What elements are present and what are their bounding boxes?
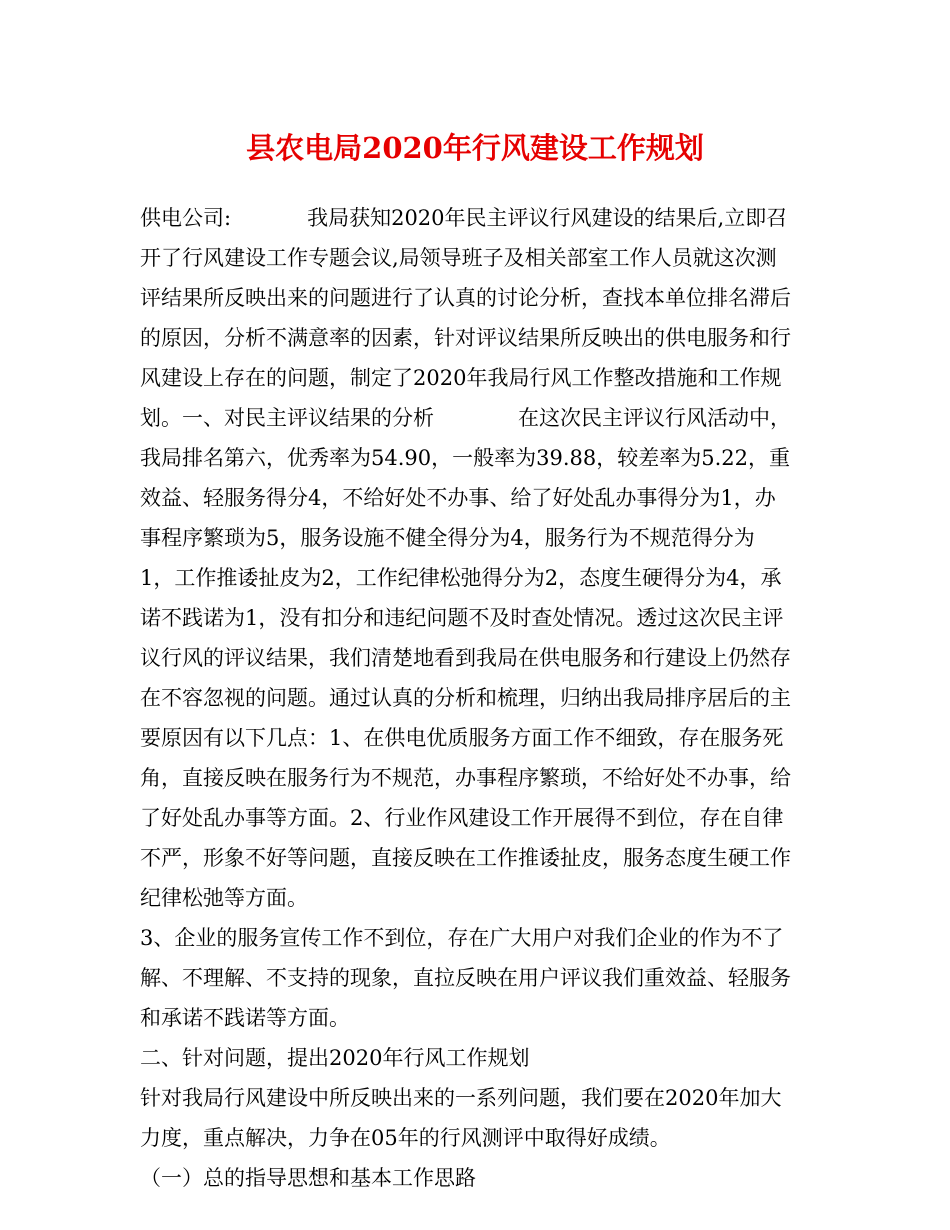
subsection-heading: （一）总的指导思想和基本工作思路 [140, 1166, 476, 1190]
text-line: 评结果所反映出来的问题进行了认真的讨论分析，查找本单位排名滞后 [140, 286, 791, 310]
text-line: 不严，形象不好等问题，直接反映在工作推诿扯皮，服务态度生硬工作 [140, 846, 791, 870]
text-line: 事程序繁琐为5，服务设施不健全得分为4，服务行为不规范得分为 [140, 526, 755, 550]
text-segment: 我局获知2020年民主评议行风建设的结果后,立即召 [307, 206, 788, 230]
section-heading-2: 二、针对问题，提出2020年行风工作规划 [140, 1046, 530, 1070]
text-line: 解、不理解、不支持的现象，直拉反映在用户评议我们重效益、轻服务 [140, 966, 791, 990]
text-line: 议行风的评议结果，我们清楚地看到我局在供电服务和行建设上仍然存 [140, 646, 791, 670]
text-line: 风建设上存在的问题，制定了2020年我局行风工作整改措施和工作规 [140, 366, 782, 390]
document-body [140, 198, 820, 1198]
addressee: 供电公司: [140, 206, 232, 230]
text-line: 要原因有以下几点：1、在供电优质服务方面工作不细致，存在服务死 [140, 726, 784, 750]
text-line: 我局排名第六，优秀率为54.90，一般率为39.88，较差率为5.22，重 [140, 446, 790, 470]
text-line: 开了行风建设工作专题会议,局领导班子及相关部室工作人员就这次测 [140, 246, 777, 270]
text-line: 在不容忽视的问题。通过认真的分析和梳理，归纳出我局排序居后的主 [140, 686, 791, 710]
text-line: 的原因，分析不满意率的因素，针对评议结果所反映出的供电服务和行 [140, 326, 791, 350]
text-line: 力度，重点解决，力争在05年的行风测评中取得好成绩。 [140, 1126, 671, 1150]
text-line: 角，直接反映在服务行为不规范，办事程序繁琐，不给好处不办事，给 [140, 766, 791, 790]
text-line: 效益、轻服务得分4，不给好处不办事、给了好处乱办事得分为1，办 [140, 486, 776, 510]
text-line: 诺不践诺为1，没有扣分和违纪问题不及时查处情况。透过这次民主评 [140, 606, 784, 630]
text-line: 纪律松弛等方面。 [140, 886, 308, 910]
text-line: 3、企业的服务宣传工作不到位，存在广大用户对我们企业的作为不了 [140, 926, 784, 950]
text-line: 和承诺不践诺等方面。 [140, 1006, 350, 1030]
section-heading-1: 划。一、对民主评议结果的分析 [140, 406, 434, 430]
text-line: 了好处乱办事等方面。2、行业作风建设工作开展得不到位，存在自律 [140, 806, 784, 830]
text-line: 1，工作推诿扯皮为2，工作纪律松弛得分为2，态度生硬得分为4，承 [140, 566, 782, 590]
document-title: 县农电局2020年行风建设工作规划 [246, 131, 704, 165]
text-line [140, 198, 820, 238]
text-line: 针对我局行风建设中所反映出来的一系列问题，我们要在2020年加大 [140, 1086, 782, 1110]
text-segment: 在这次民主评议行风活动中， [518, 406, 791, 430]
text-line [140, 398, 820, 438]
